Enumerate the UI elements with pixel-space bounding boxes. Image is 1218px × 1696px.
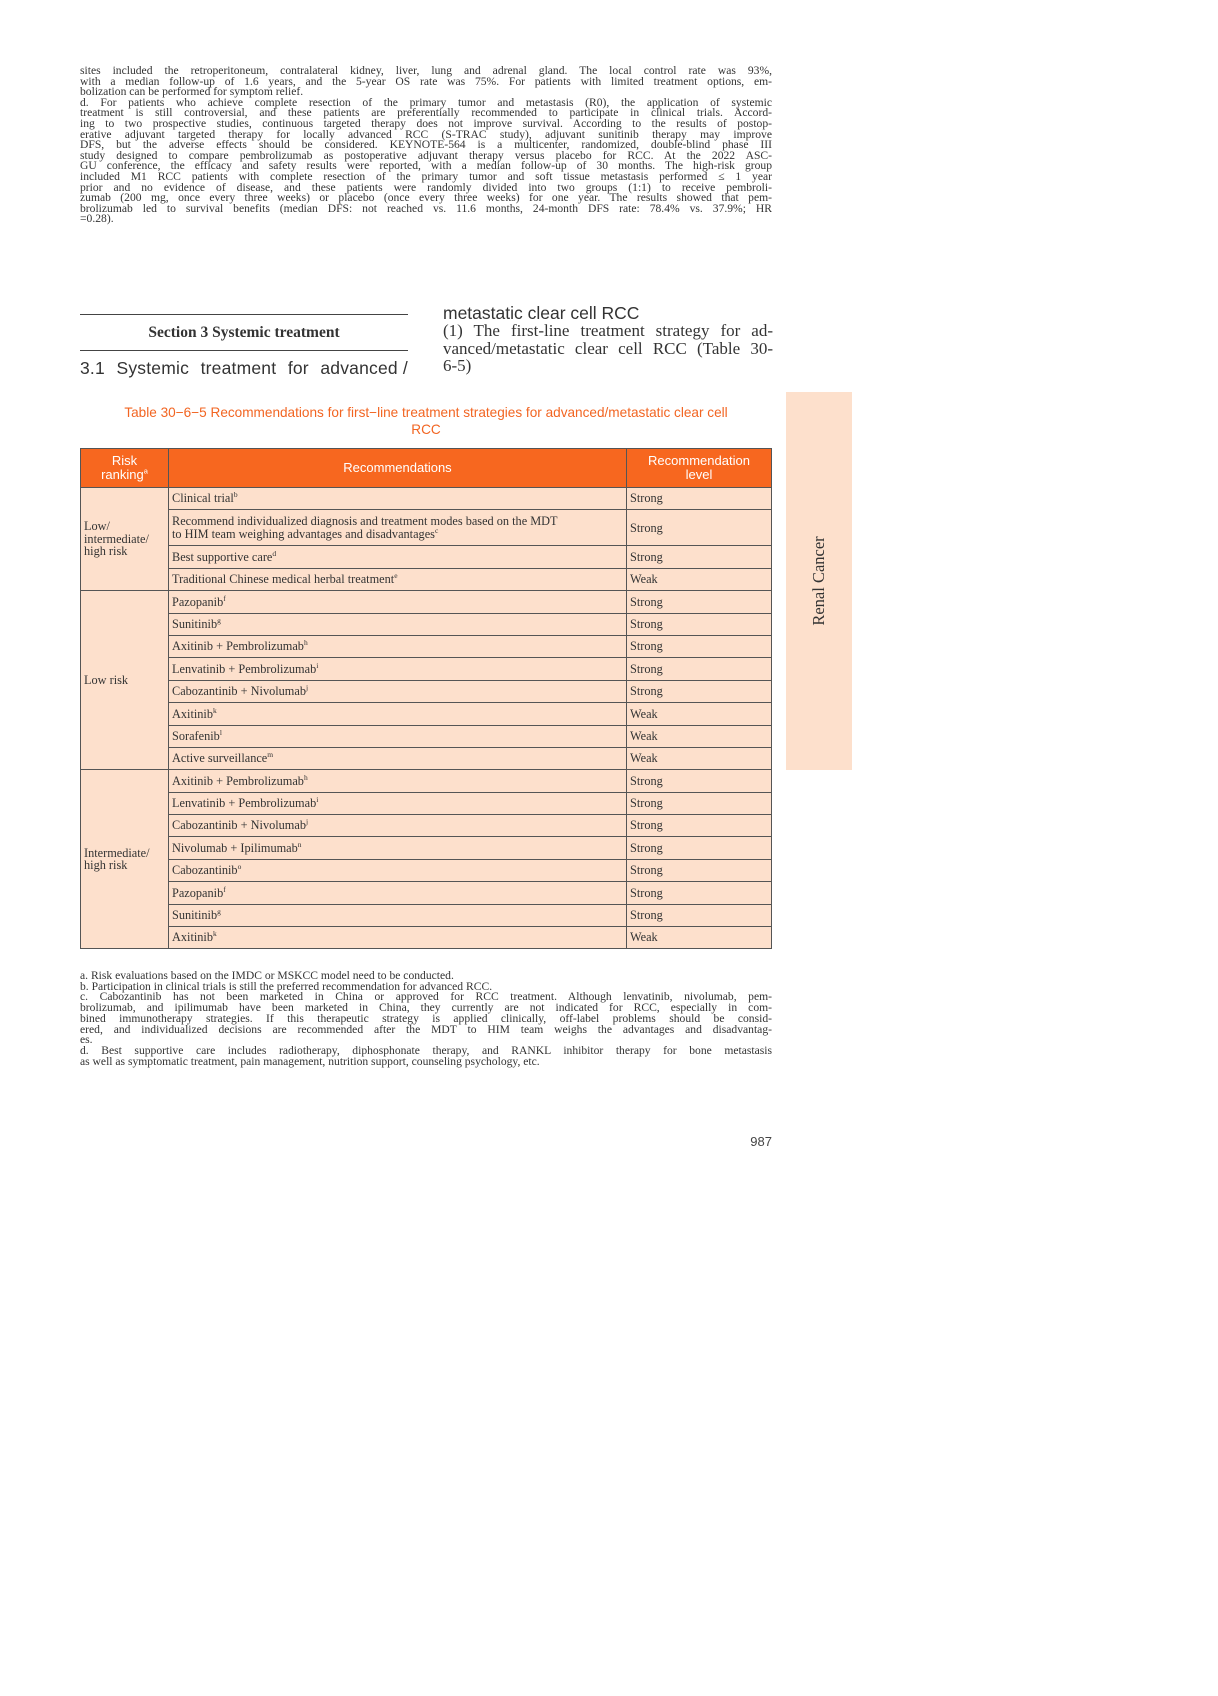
table-row: [81, 770, 772, 792]
subsection-heading: [80, 358, 408, 379]
footnote-c: [80, 992, 772, 1046]
table-row: [81, 882, 772, 904]
footnote-marker: f: [223, 593, 226, 603]
recommendation-cell: [169, 658, 627, 680]
subsection-word: 3.1: [80, 358, 105, 378]
text-line: =0.28).: [80, 212, 114, 226]
text-line: bined immunotherapy strategies. If this therapeutic strategy is applied clinically, off-label problems should be consid-: [80, 1011, 772, 1025]
table-row: [81, 591, 772, 613]
risk-text: high risk: [84, 544, 128, 559]
recommendation-level-cell: Weak: [627, 747, 772, 769]
recommendation-level-cell: Strong: [627, 488, 772, 510]
recommendation-level-cell: Weak: [627, 703, 772, 725]
risk-ranking-cell: [81, 770, 169, 949]
recommendation-text: Axitinib + Pembrolizumab: [172, 639, 304, 654]
footnote-marker: d: [272, 548, 277, 558]
table-footnotes: [80, 971, 772, 1067]
recommendation-cell: [169, 568, 627, 590]
recommendation-cell: [169, 635, 627, 657]
recommendation-text: Clinical trial: [172, 491, 234, 506]
recommendation-text: Traditional Chinese medical herbal treatment: [172, 572, 395, 587]
text-line: as well as symptomatic treatment, pain management, nutrition support, counseling psychology, etc.: [80, 1054, 540, 1068]
text-line: ered, and individualized decisions are recommended after the MDT to HIM team weighs the advantages and disadvantag-: [80, 1022, 772, 1036]
recommendation-text: Sorafenib: [172, 728, 220, 743]
table-row: [81, 703, 772, 725]
table-row: [81, 747, 772, 769]
text-line: study designed to compare pembrolizumab as postoperative adjuvant therapy versus placebo for RCC. At the 2022 ASC-: [80, 148, 772, 162]
recommendation-cell: [169, 546, 627, 568]
recommendation-text: Axitinib + Pembrolizumab: [172, 773, 304, 788]
body-text-continuation: [80, 66, 772, 225]
text-line: brolizumab, and ipilimumab have been marketed in China, they currently are not indicated for RCC, especially in com-: [80, 1001, 772, 1015]
recommendation-level-cell: Strong: [627, 635, 772, 657]
risk-text: Intermediate/: [84, 845, 150, 860]
table-row: [81, 927, 772, 949]
recommendation-level-cell: Strong: [627, 658, 772, 680]
table-header-row: [81, 449, 772, 488]
table-row: [81, 635, 772, 657]
text-line: DFS, but the adverse effects should be considered. KEYNOTE-564 is a multicenter, randomized, double-blind phase III: [80, 138, 772, 152]
subsection-word: advanced /: [320, 358, 408, 378]
header-text: ranking: [101, 467, 144, 482]
footnote-marker: j: [305, 817, 309, 827]
recommendation-cell: [169, 792, 627, 814]
recommendation-cell: [169, 703, 627, 725]
risk-ranking-cell: [81, 591, 169, 770]
recommendation-level-cell: Weak: [627, 927, 772, 949]
paragraph-note-d: [80, 95, 772, 226]
recommendation-cell: [169, 510, 627, 546]
header-risk-ranking: [81, 449, 169, 488]
recommendation-cell: [169, 859, 627, 881]
recommendation-text: Pazopanib: [172, 594, 224, 609]
text-line: b. Participation in clinical trials is still the preferred recommendation for advanced RCC.: [80, 979, 493, 993]
recommendation-text: Lenvatinib + Pembrolizumab: [172, 796, 317, 811]
recommendation-cell: [169, 680, 627, 702]
footnote-marker: i: [316, 660, 319, 670]
footnote-marker: h: [303, 638, 308, 648]
footnote-marker: g: [217, 906, 221, 916]
section-heading-box: [80, 314, 408, 351]
table-caption: [80, 404, 772, 438]
recommendation-level-cell: Strong: [627, 613, 772, 635]
recommendation-level-cell: Strong: [627, 837, 772, 859]
risk-text: Low/: [84, 519, 110, 534]
subsection-word: for: [287, 358, 309, 378]
recommendation-level-cell: Strong: [627, 904, 772, 926]
text-line: es.: [80, 1033, 93, 1047]
recommendation-cell: [169, 725, 627, 747]
section-rule-bottom: [80, 350, 408, 351]
header-text: Recommendation: [648, 453, 750, 468]
recommendation-text: Axitinib: [172, 706, 213, 721]
text-line: erative adjuvant targeted therapy for locally advanced RCC (S-TRAC study), adjuvant sunitinib therapy may improve: [80, 127, 772, 141]
footnote-marker: e: [394, 571, 398, 581]
footnote-marker: o: [237, 862, 242, 872]
recommendation-text: Sunitinib: [172, 616, 218, 631]
recommendation-text: to HIM team weighing advantages and disadvantages: [172, 526, 435, 541]
text-line: sites included the retroperitoneum, contralateral kidney, liver, lung and adrenal gland. The local control rate was 93%,: [80, 64, 772, 77]
header-recommendation-level: [627, 449, 772, 488]
table-row: [81, 792, 772, 814]
table-row: [81, 859, 772, 881]
recommendation-cell: [169, 837, 627, 859]
text-line: (1) The first-line treatment strategy for ad-: [443, 321, 773, 340]
table-row: [81, 488, 772, 510]
paragraph-metastasis-control: [80, 66, 772, 98]
table-body: [81, 488, 772, 949]
table-row: [81, 546, 772, 568]
footnote-marker: a: [143, 466, 148, 476]
recommendation-level-cell: Strong: [627, 859, 772, 881]
table-row: [81, 725, 772, 747]
recommendation-text: Sunitinib: [172, 908, 218, 923]
recommendation-level-cell: Weak: [627, 725, 772, 747]
text-line: with a median follow-up of 1.6 years, and the 5-year OS rate was 75%. For patients with limited treatment options, em-: [80, 74, 772, 88]
right-column-text: [443, 304, 773, 375]
footnote-marker: l: [219, 727, 222, 737]
text-line: d. For patients who achieve complete resection of the primary tumor and metastasis (R0), the application of systemic: [80, 95, 772, 109]
recommendation-text: Pazopanib: [172, 885, 224, 900]
recommendation-level-cell: Strong: [627, 510, 772, 546]
footnote-marker: f: [223, 884, 226, 894]
footnote-marker: i: [316, 794, 319, 804]
recommendation-level-cell: Strong: [627, 770, 772, 792]
risk-text: Low risk: [84, 672, 129, 687]
text-line: a. Risk evaluations based on the IMDC or MSKCC model need to be conducted.: [80, 969, 454, 982]
table-row: [81, 568, 772, 590]
table-row: [81, 815, 772, 837]
footnote-marker: g: [217, 615, 221, 625]
header-text: Risk: [111, 453, 138, 468]
table-row: [81, 680, 772, 702]
recommendation-text: Cabozantinib + Nivolumab: [172, 818, 306, 833]
recommendation-cell: [169, 770, 627, 792]
recommendation-text: Best supportive care: [172, 549, 273, 564]
caption-line: RCC: [411, 422, 441, 437]
table-row: [81, 837, 772, 859]
recommendation-level-cell: Strong: [627, 815, 772, 837]
recommendation-cell: [169, 747, 627, 769]
table-row: [81, 613, 772, 635]
risk-text: high risk: [84, 858, 128, 873]
recommendation-text: Nivolumab + Ipilimumab: [172, 840, 298, 855]
page-number: 987: [750, 1134, 772, 1149]
header-text: level: [685, 467, 713, 482]
subsection-heading-continued: metastatic clear cell RCC: [443, 303, 640, 323]
text-line: ing to two prospective studies, continuous targeted therapy does not improve survival. According to the results of postop-: [80, 116, 772, 130]
table-row: [81, 904, 772, 926]
footnote-marker: b: [233, 490, 238, 500]
text-line: included M1 RCC patients with complete resection of the primary tumor and soft tissue metastasis performed ≤ 1 year: [80, 169, 772, 183]
strategy-paragraph: [443, 322, 773, 375]
footnote-marker: c: [434, 525, 439, 535]
recommendation-cell: [169, 927, 627, 949]
footnote-marker: m: [267, 750, 274, 760]
footnote-marker: h: [303, 772, 308, 782]
recommendation-level-cell: Weak: [627, 568, 772, 590]
table-row: [81, 510, 772, 546]
section-title: Section 3 Systemic treatment: [148, 324, 340, 341]
recommendation-level-cell: Strong: [627, 882, 772, 904]
recommendation-text: Active surveillance: [172, 751, 268, 766]
recommendations-table: [80, 448, 772, 949]
chapter-side-tab-label: Renal Cancer: [809, 536, 828, 626]
text-line: GU conference, the efficacy and safety results were reported, with a median follow-up of 30 months. The high-risk group: [80, 159, 772, 173]
recommendation-level-cell: Strong: [627, 546, 772, 568]
text-line: brolizumab led to survival benefits (median DFS: not reached vs. 11.6 months, 24-month DFS rate: 78.4% vs. 37.9%; HR: [80, 201, 772, 215]
header-recommendations: Recommendations: [169, 449, 627, 488]
chapter-side-tab: [786, 392, 852, 770]
text-line: d. Best supportive care includes radiotherapy, diphosphonate therapy, and RANKL inhibitor therapy for bone metastasis: [80, 1043, 772, 1057]
text-line: vanced/metastatic clear cell RCC (Table 30-: [443, 338, 773, 358]
footnote-marker: n: [297, 839, 302, 849]
text-line: prior and no evidence of disease, and these patients were randomly divided into two groups (1:1) to receive pembroli-: [80, 180, 772, 194]
recommendation-text: Axitinib: [172, 930, 213, 945]
footnote-marker: k: [213, 705, 217, 715]
risk-text: intermediate/: [84, 531, 149, 546]
text-line: 6-5): [443, 356, 472, 375]
recommendation-level-cell: Strong: [627, 591, 772, 613]
text-line: bolization can be performed for symptom relief.: [80, 85, 304, 99]
caption-line: Table 30−6−5 Recommendations for first−line treatment strategies for advanced/metastatic clear cell: [124, 405, 728, 420]
recommendation-cell: [169, 904, 627, 926]
table-row: [81, 658, 772, 680]
recommendation-cell: [169, 613, 627, 635]
recommendation-text: Cabozantinib + Nivolumab: [172, 684, 306, 699]
footnote-d: [80, 1043, 772, 1068]
recommendation-cell: [169, 591, 627, 613]
recommendation-cell: [169, 815, 627, 837]
text-line: treatment is still controversial, and these patients are preferentially recommended to participate in clinical trials. Accord-: [80, 106, 772, 120]
subsection-word: treatment: [200, 358, 277, 378]
risk-ranking-cell: [81, 488, 169, 591]
recommendation-level-cell: Strong: [627, 792, 772, 814]
recommendation-text: Recommend individualized diagnosis and treatment modes based on the MDT: [172, 514, 558, 529]
footnote-marker: k: [213, 929, 217, 939]
text-line: zumab (200 mg, once every three weeks) or placebo (once every three weeks) for one year. The results showed that pem-: [80, 191, 772, 205]
recommendation-text: Cabozantinib: [172, 863, 238, 878]
text-line: c. Cabozantinib has not been marketed in China or approved for RCC treatment. Although lenvatinib, nivolumab, pem-: [80, 990, 772, 1004]
subsection-word: Systemic: [116, 358, 190, 378]
recommendation-cell: [169, 488, 627, 510]
footnote-marker: j: [305, 683, 309, 693]
recommendation-cell: [169, 882, 627, 904]
recommendation-text: Lenvatinib + Pembrolizumab: [172, 661, 317, 676]
recommendation-level-cell: Strong: [627, 680, 772, 702]
